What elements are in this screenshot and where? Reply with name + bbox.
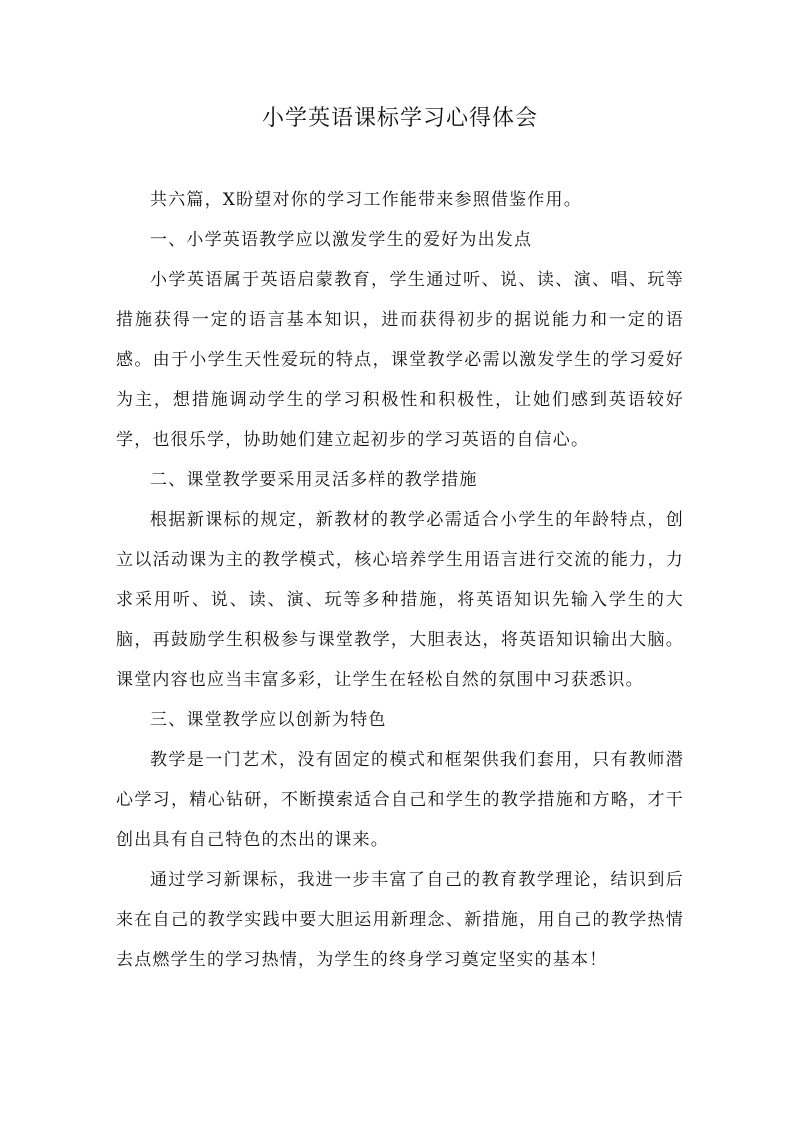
intro-paragraph: 共六篇，X盼望对你的学习工作能带来参照借鉴作用。 xyxy=(150,190,582,210)
section-1-paragraph-1: 小学英语属于英语启蒙教育，学生通过听、说、读、演、唱、玩等措施获得一定的语言基本知识，进而获得初步的据说能力和一定的语感。由于小学生天性爱玩的特点，课堂教学必需以激发学生的学习爱好为主，想措施调动学生的学习积极性和积极性，让她们感到英语较好学，也很乐学，协助她们建立起初步的学习英语的自信心。 xyxy=(116,270,684,450)
section-3-paragraph-2: 通过学习新课标，我进一步丰富了自己的教育教学理论，结识到后来在自己的教学实践中要大胆运用新理念、新措施，用自己的教学热情去点燃学生的学习热情，为学生的终身学习奠定坚实的基本！ xyxy=(116,870,684,970)
section-3-paragraph-1: 教学是一门艺术，没有固定的模式和框架供我们套用，只有教师潜心学习，精心钻研，不断摸索适合自己和学生的教学措施和方略，才干创出具有自己特色的杰出的课来。 xyxy=(116,750,684,850)
section-2-paragraph-1: 根据新课标的规定，新教材的教学必需适合小学生的年龄特点，创立以活动课为主的教学模式，核心培养学生用语言进行交流的能力，力求采用听、说、读、演、玩等多种措施，将英语知识先输入学生的大脑，再鼓励学生积极参与课堂教学，大胆表达，将英语知识输出大脑。课堂内容也应当丰富多彩，让学生在轻松自然的氛围中习获悉识。 xyxy=(116,510,684,690)
section-heading-3: 三、课堂教学应以创新为特色 xyxy=(150,710,387,730)
document-title: 小学英语课标学习心得体会 xyxy=(261,106,538,131)
section-heading-2: 二、课堂教学要采用灵活多样的教学措施 xyxy=(150,470,478,490)
document-body xyxy=(116,180,684,980)
section-heading-1: 一、小学英语教学应以激发学生的爱好为出发点 xyxy=(150,230,533,250)
